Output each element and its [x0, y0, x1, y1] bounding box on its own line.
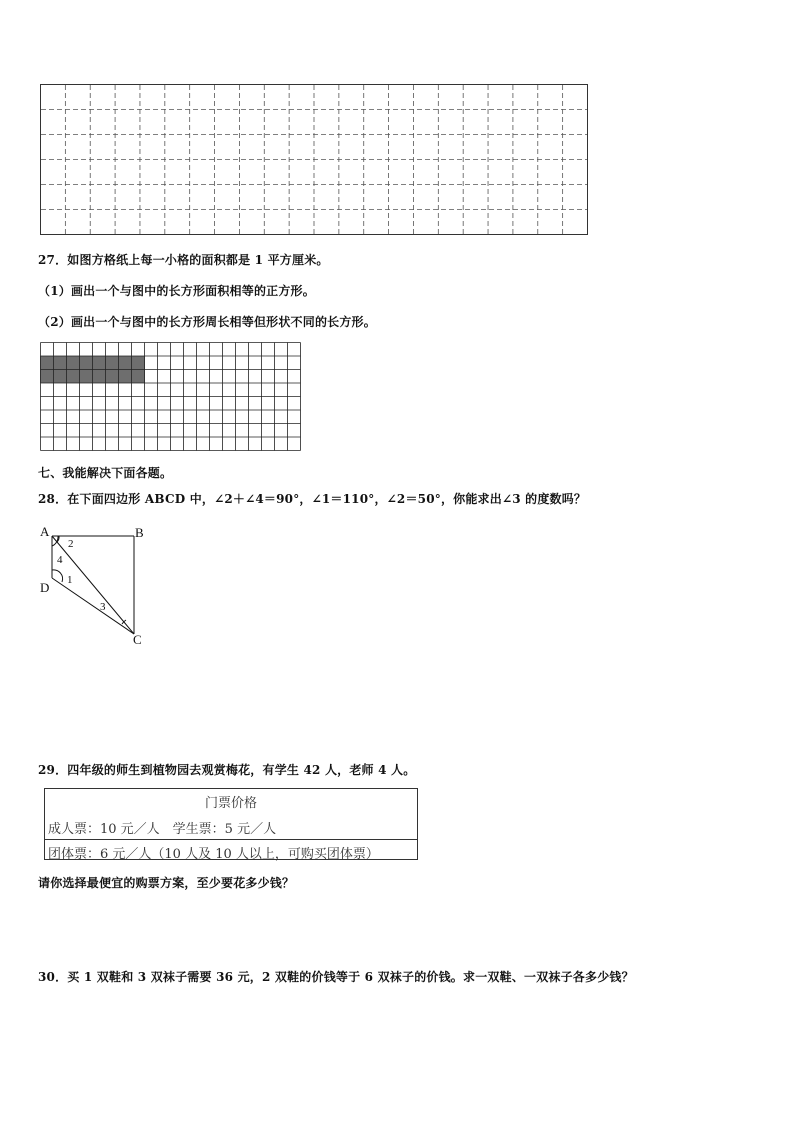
vertex-b-label: B: [135, 525, 144, 540]
ticket-price-table: [44, 788, 418, 860]
q30-prompt: 30．买 1 双鞋和 3 双袜子需要 36 元，2 双鞋的价钱等于 6 双袜子的价钱。求一双鞋、一双袜子各多少钱？: [38, 970, 634, 984]
angle-3-label: 3: [100, 601, 106, 613]
ticket-table-title: 门票价格: [204, 796, 257, 811]
q29-prompt: 29．四年级的师生到植物园去观赏梅花，有学生 42 人，老师 4 人。: [38, 763, 416, 777]
square-grid-paper: [40, 342, 304, 452]
q27-prompt: 27．如图方格纸上每一小格的面积都是 1 平方厘米。: [38, 253, 329, 267]
vertex-c-label: C: [133, 632, 142, 647]
q28-prompt: 28．在下面四边形 ABCD 中，∠2＋∠4＝90°，∠1＝110°，∠2＝50°，你能求出∠3 的度数吗？: [38, 492, 587, 506]
q27-part1: （1）画出一个与图中的长方形面积相等的正方形。: [38, 284, 315, 298]
writing-grid: [40, 84, 589, 236]
ticket-row-divider: [45, 839, 417, 840]
vertex-d-label: D: [40, 580, 50, 595]
vertex-a-label: A: [40, 524, 50, 539]
q27-part2: （2）画出一个与图中的长方形周长相等但形状不同的长方形。: [38, 315, 376, 329]
ticket-row-group: 团体票：6 元／人（10 人及 10 人以上，可购买团体票）: [48, 847, 379, 862]
ticket-row-adult-student: 成人票：10 元／人 学生票：5 元／人: [48, 822, 277, 837]
section7-heading: 七、我能解决下面各题。: [38, 466, 173, 480]
q29-question: 请你选择最便宜的购票方案，至少要花多少钱？: [38, 876, 295, 890]
angle-1-label: 1: [67, 574, 73, 586]
angle-2-label: 2: [68, 538, 74, 550]
angle-4-label: 4: [57, 554, 63, 566]
